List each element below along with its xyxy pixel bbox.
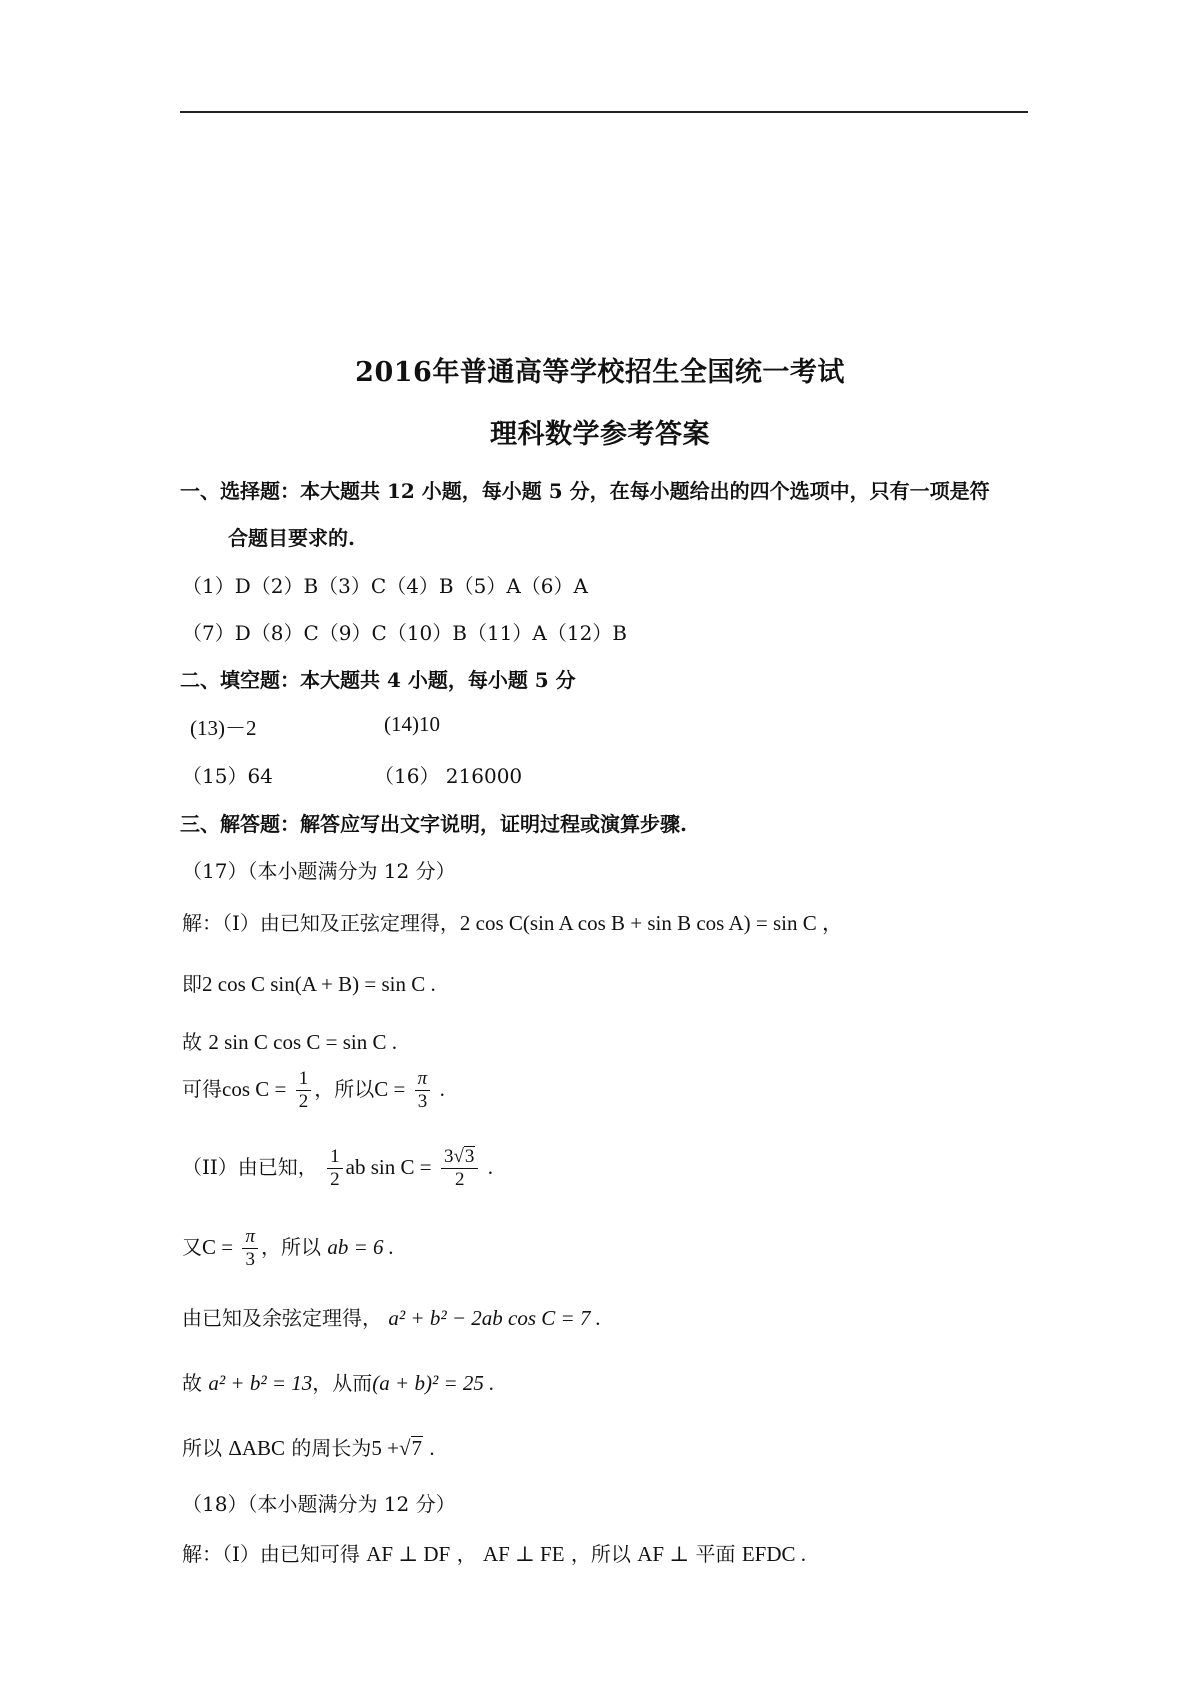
q17-line6-lhs: C = [202,1234,234,1259]
q17-line2 [182,968,436,997]
q18-line1-m4: EFDC . [741,1542,807,1566]
q17-line4-lhs: cos C = [222,1076,287,1101]
q17-line4-text: 可得 [182,1076,222,1101]
q17-line8 [182,1367,494,1396]
answer-14: (14)10 [384,712,440,736]
q18-header: （18）（本小题满分为 12 分） [182,1492,456,1516]
q18-line1-m1: AF ⊥ DF [366,1542,451,1566]
section3-heading: 三、解答题：解答应写出文字说明，证明过程或演算步骤. [180,812,687,836]
fraction-pi-over-3 [242,1226,258,1271]
fraction-denominator: 3 [245,1248,255,1270]
q17-line8-text2: ，从而 [312,1371,373,1395]
q17-line5 [182,1146,493,1191]
q17-line3-math: 2 sin C cos C = sin C . [208,1030,397,1054]
q17-line9-text2: 的周长为 [291,1436,372,1460]
document-title: 2016年普通高等学校招生全国统一考试 [355,357,845,388]
q18-line1-m2: AF ⊥ FE [482,1542,565,1566]
fraction-one-half [327,1146,343,1191]
sqrt-icon: √ [399,1436,411,1460]
answer-16: （16） 216000 [374,764,523,788]
q17-line7 [182,1302,601,1331]
q17-line8-math1: a² + b² = 13 [208,1371,313,1395]
header-rule [180,111,1028,113]
q18-line1-m3: AF ⊥ [637,1542,690,1566]
section2-heading: 二、填空题：本大题共 4 小题，每小题 5 分 [180,668,576,692]
q18-line1-t3: 平面 [695,1542,736,1566]
fraction-denominator: 3 [417,1090,428,1112]
fraction-3-root3-over-2: $\frac{3√3}{2}$ [441,1146,478,1191]
q17-line6-math: ab = 6 . [327,1234,395,1259]
q17-line9 [182,1432,435,1461]
q17-line8-text: 故 [182,1371,202,1395]
answer-13: (13)－2 [190,716,257,740]
q17-line5-mid: ab sin C = [345,1154,432,1179]
fraction-one-half [296,1068,312,1113]
q17-line3 [182,1026,397,1055]
fraction-numerator: 1 [296,1068,312,1091]
radicand: 7 [411,1436,423,1460]
section1-heading-line2: 合题目要求的. [228,526,355,550]
fraction-denominator: 2 [298,1090,309,1112]
q17-line4-text2: ，所以 [314,1076,375,1101]
q17-line9-text: 所以 [182,1436,222,1460]
q18-line1 [182,1538,806,1567]
document-subtitle: 理科数学参考答案 [490,419,710,450]
q17-line6-text: 又 [182,1234,202,1259]
q17-line6-text2: ，所以 [261,1234,321,1259]
fraction-numerator: π [242,1226,258,1249]
q17-line5-end: . [487,1154,494,1179]
q17-line8-math2: (a + b)² = 25 . [372,1371,495,1395]
q17-line7-math: a² + b² − 2ab cos C = 7 . [388,1306,601,1330]
q18-line1-sep2: ，所以 [570,1542,631,1566]
choice-answers-row2: （7）D（8）C（9）C（10）B（11）A（12）B [182,621,627,645]
q17-line9-math: 5 + [371,1436,399,1460]
q17-line4-lhs2: C = [374,1076,406,1101]
q17-line5-text: （II）由已知， [182,1154,318,1179]
choice-answers-row1: （1）D（2）B（3）C（4）B（5）A（6）A [182,574,588,598]
q18-line1-text: 解：（I）由已知可得 [182,1542,360,1566]
q17-line3-text: 故 [182,1030,202,1054]
q17-line2-text: 即 [182,972,202,996]
q17-line1 [182,907,843,937]
section1-heading-line1: 一、选择题：本大题共 12 小题，每小题 5 分，在每小题给出的四个选项中，只有一项是符 [180,479,990,503]
fraction-coefficient: 3 [443,1146,454,1167]
q17-line2-math: 2 cos C sin(A + B) = sin C . [202,972,436,996]
q17-line4-end: . [439,1076,445,1101]
q17-line7-text: 由已知及余弦定理得， [182,1306,382,1330]
fraction-numerator: π [415,1068,431,1091]
answer-15: （15）64 [182,764,273,788]
q17-line1-math: 2 cos C(sin A cos B + sin B cos A) = sin C ， [459,911,843,935]
q17-line6 [182,1226,394,1271]
q17-line9-triangle: ΔABC [228,1436,286,1460]
fraction-denominator: 2 [454,1168,465,1190]
q17-line9-end: . [429,1436,435,1460]
q17-header: （17）（本小题满分为 12 分） [182,859,456,883]
radicand: 3 [464,1146,475,1167]
q17-line4 [182,1068,445,1113]
fraction-pi-over-3 [415,1068,431,1113]
q18-line1-sep1: ， [456,1542,477,1566]
fraction-numerator: 1 [327,1146,343,1169]
q17-line1-text: 解：（I）由已知及正弦定理得， [182,911,460,935]
fraction-denominator: 2 [330,1168,340,1190]
